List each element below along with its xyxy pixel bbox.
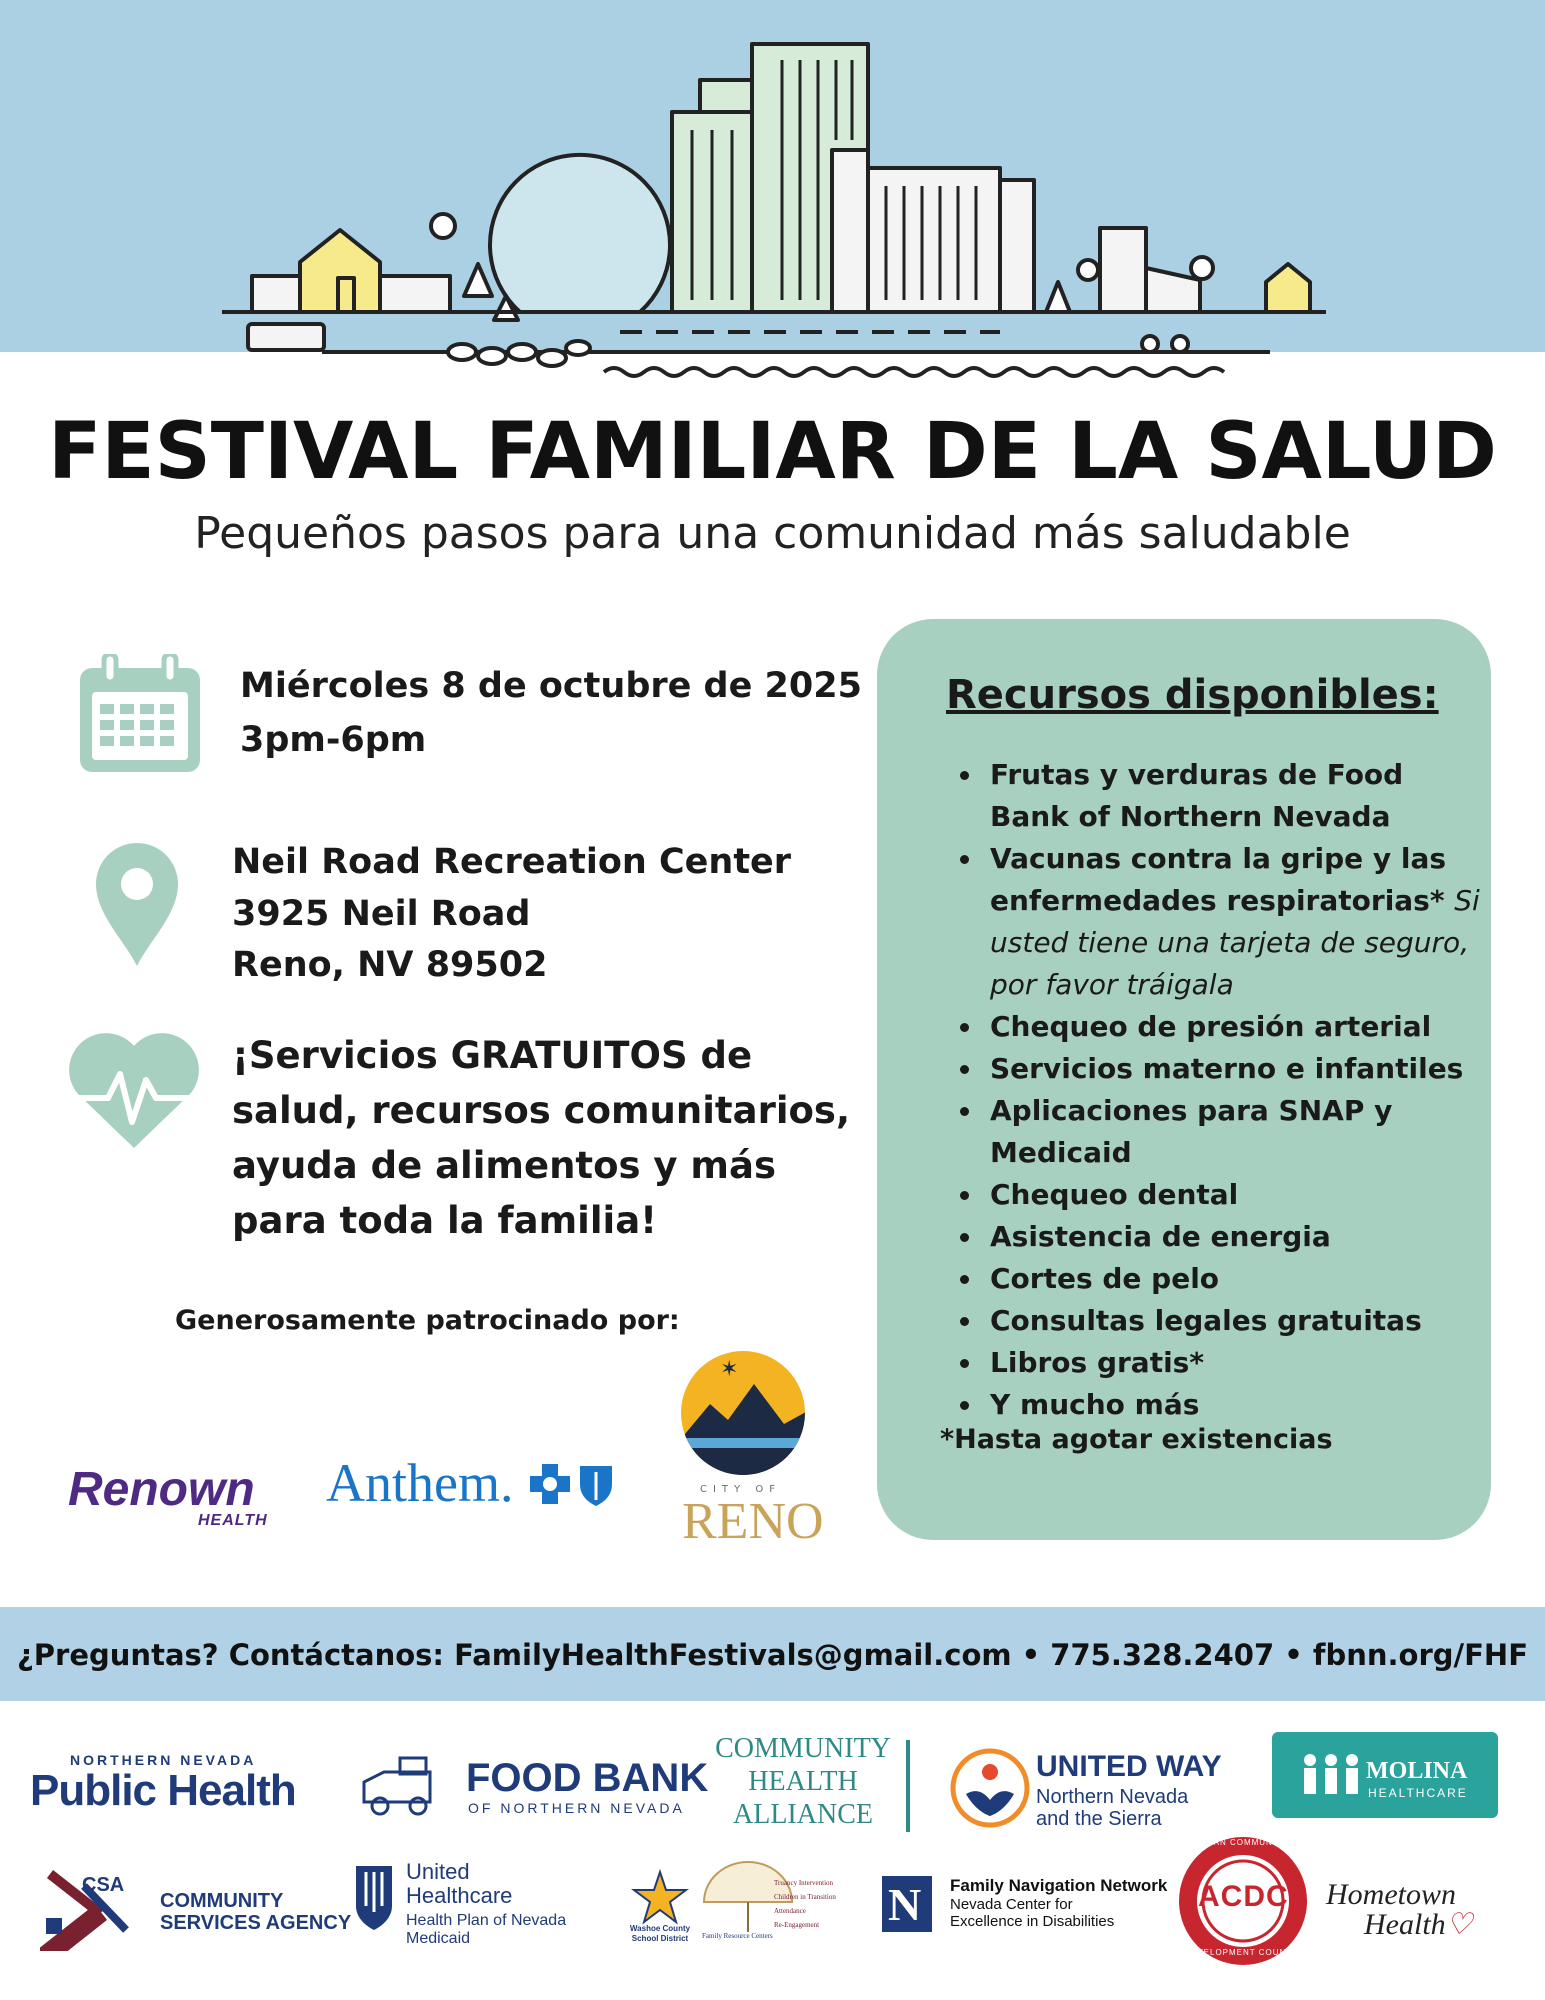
services-line-2: salud, recursos comunitarios, [232, 1089, 850, 1132]
frc-logo-name: Family Resource Centers [702, 1932, 773, 1940]
svg-text:✶: ✶ [720, 1357, 739, 1382]
list-item: • Chequeo dental [984, 1174, 1484, 1216]
public-health-logo: Public Health [30, 1766, 296, 1815]
wcsd-logo-text: Washoe County School District [629, 1924, 691, 1943]
heartbeat-icon [64, 1030, 204, 1150]
wcsd-star-icon [630, 1868, 690, 1928]
renown-logo: Renown [68, 1463, 255, 1516]
sponsor-label: Generosamente patrocinado por: [175, 1305, 680, 1336]
city-of-reno-seal-icon [680, 1350, 806, 1476]
list-item: • Cortes de pelo [984, 1258, 1484, 1300]
anthem-logo: Anthem. [326, 1453, 514, 1513]
uhc-logo-sub: Health Plan of Nevada Medicaid [406, 1912, 567, 1947]
molina-logo: MOLINA [1366, 1758, 1468, 1784]
food-bank-logo: FOOD BANK [466, 1756, 709, 1800]
list-item: • Servicios materno e infantiles [984, 1048, 1484, 1090]
acdc-ring-top: ASIAN COMMUNITY [1197, 1838, 1289, 1847]
resources-list [948, 754, 1484, 1426]
united-way-logo-sub: Northern Nevada and the Sierra [1036, 1786, 1189, 1830]
list-item: • Libros gratis* [984, 1342, 1484, 1384]
renown-logo-sub: HEALTH [198, 1512, 268, 1529]
list-item: • Asistencia de energia [984, 1216, 1484, 1258]
list-item: • Chequeo de presión arterial [984, 1006, 1484, 1048]
acdc-logo: ACDC [1198, 1880, 1289, 1913]
location-city: Reno, NV 89502 [232, 945, 548, 985]
cha-logo: COMMUNITY HEALTH ALLIANCE [715, 1733, 891, 1830]
fnn-logo: Family Navigation Network [950, 1876, 1168, 1895]
molina-logo-sub: HEALTHCARE [1368, 1786, 1468, 1800]
resources-footnote: *Hasta agotar existencias [940, 1424, 1333, 1455]
resources-title: Recursos disponibles: [946, 672, 1439, 718]
calendar-icon [78, 654, 202, 774]
united-way-hand-icon [950, 1748, 1030, 1828]
food-bank-logo-sub: OF NORTHERN NEVADA [468, 1800, 685, 1816]
list-item-note: Si usted tiene una tarjeta de seguro, por favor tráigala [990, 884, 1480, 1001]
frc-logo-text: Truancy Intervention Children in Transition Attendance Re-Engagement [774, 1879, 836, 1929]
uhc-logo: United Healthcare [406, 1859, 513, 1908]
reno-logo-top: CITY OF [700, 1484, 781, 1495]
acdc-ring-bottom: DEVELOPMENT COUNCIL [1184, 1948, 1302, 1957]
heart-icon: ♡ [1445, 1908, 1473, 1941]
uhc-shield-icon [352, 1862, 396, 1932]
food-truck-icon [360, 1752, 460, 1818]
services-line-3: ayuda de alimentos y más [232, 1144, 776, 1187]
list-item: • Frutas y verduras de Food Bank of Northern Nevada [984, 754, 1484, 838]
molina-people-icon [1300, 1752, 1362, 1796]
fnn-logo-sub: Nevada Center for Excellence in Disabilities [950, 1896, 1115, 1930]
hometown-health-logo: Hometown Health♡ [1326, 1878, 1473, 1941]
contact-info: ¿Preguntas? Contáctanos: FamilyHealthFestivals@gmail.com • 775.328.2407 • fbnn.org/FHF [16, 1638, 1529, 1672]
city-skyline-illustration [0, 0, 1545, 390]
map-pin-icon [94, 840, 180, 968]
location-address: 3925 Neil Road [232, 894, 531, 934]
blue-cross-shield-icon [528, 1462, 618, 1508]
services-line-4: para toda la familia! [232, 1199, 658, 1242]
list-item: • Vacunas contra la gripe y las enfermedades respiratorias* Si usted tiene una tarjeta de seguro, por favor tráigala [984, 838, 1484, 1006]
united-way-logo: UNITED WAY [1036, 1750, 1222, 1783]
cha-divider [906, 1740, 910, 1832]
page-subtitle: Pequeños pasos para una comunidad más saludable [194, 508, 1351, 559]
location-name: Neil Road Recreation Center [232, 842, 792, 882]
list-item: • Y mucho más [984, 1384, 1484, 1426]
reno-logo: RENO [682, 1493, 824, 1550]
csa-logo-text: COMMUNITY SERVICES AGENCY [160, 1890, 352, 1934]
list-item: • Aplicaciones para SNAP y Medicaid [984, 1090, 1484, 1174]
nevada-n-icon: N [888, 1879, 922, 1930]
services-line-1: ¡Servicios GRATUITOS de [232, 1034, 753, 1077]
public-health-logo-top: NORTHERN NEVADA [70, 1752, 257, 1768]
page-title: FESTIVAL FAMILIAR DE LA SALUD [48, 407, 1497, 497]
csa-abbr: CSA [82, 1874, 125, 1896]
list-item: • Consultas legales gratuitas [984, 1300, 1484, 1342]
event-date: Miércoles 8 de octubre de 2025 [240, 666, 862, 706]
event-time: 3pm-6pm [240, 720, 427, 760]
